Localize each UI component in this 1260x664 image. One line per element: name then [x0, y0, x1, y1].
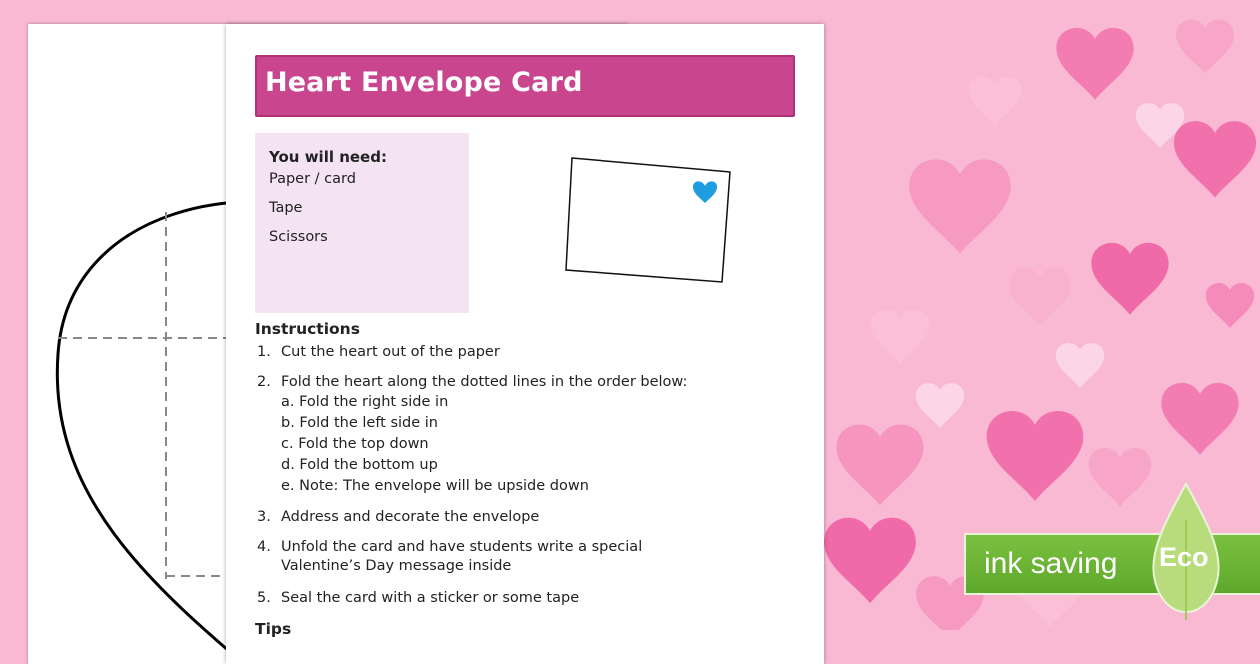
sub-step: d. Fold the bottom up: [281, 457, 438, 473]
instruction-step: 3. Address and decorate the envelope: [257, 509, 540, 525]
sub-step: a. Fold the right side in: [281, 394, 449, 410]
tips-heading: Tips: [255, 620, 292, 638]
instruction-step: 5. Seal the card with a sticker or some tape: [257, 590, 580, 606]
title-banner: [255, 55, 795, 117]
need-item: Paper / card: [269, 171, 356, 187]
instruction-step: 2. Fold the heart along the dotted lines in the order below:: [257, 374, 688, 390]
page-title: Heart Envelope Card: [265, 67, 583, 98]
need-item: Scissors: [269, 229, 328, 245]
instruction-step: 4. Unfold the card and have students write a special: [257, 539, 643, 555]
instruction-step: 1. Cut the heart out of the paper: [257, 344, 500, 360]
sub-step: b. Fold the left side in: [281, 415, 438, 431]
worksheet-page: [226, 24, 824, 664]
sub-step: e. Note: The envelope will be upside down: [281, 478, 589, 494]
envelope-card-illustration: [556, 148, 736, 288]
need-item: Tape: [269, 200, 303, 216]
you-will-need-box: [255, 133, 469, 313]
sub-step: c. Fold the top down: [281, 436, 429, 452]
instruction-step-continued: Valentine’s Day message inside: [281, 558, 512, 574]
you-will-need-heading: You will need:: [269, 148, 387, 166]
ink-saving-label: ink saving: [984, 547, 1118, 580]
instructions-heading: Instructions: [255, 320, 360, 338]
eco-label: Eco: [1159, 542, 1209, 572]
